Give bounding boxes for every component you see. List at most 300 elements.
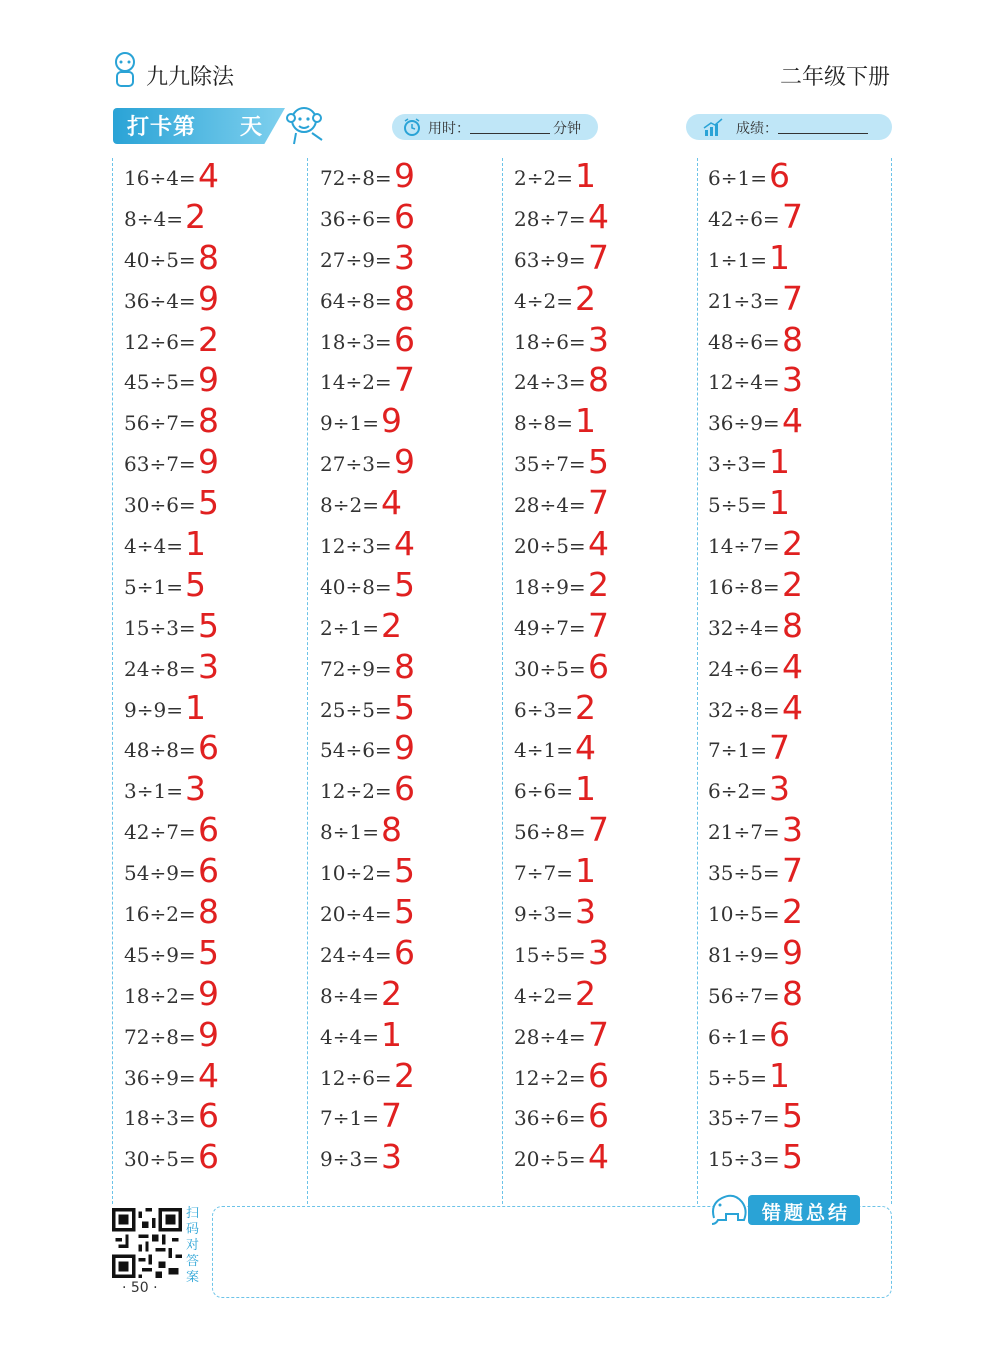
problem-row — [708, 769, 898, 814]
handwritten-answer[interactable]: 5 — [394, 564, 415, 604]
growth-chart-icon — [702, 116, 724, 138]
handwritten-answer[interactable]: 3 — [198, 646, 219, 686]
handwritten-answer[interactable]: 9 — [198, 973, 219, 1013]
handwritten-answer[interactable]: 5 — [185, 564, 206, 604]
handwritten-answer[interactable]: 2 — [185, 196, 206, 236]
problem-expression: 4÷4= — [124, 534, 183, 559]
problem-row — [320, 1096, 510, 1141]
problem-expression: 45÷5= — [124, 370, 196, 395]
handwritten-answer[interactable]: 3 — [394, 237, 415, 277]
handwritten-answer[interactable]: 7 — [588, 237, 609, 277]
problem-expression: 6÷1= — [708, 1024, 767, 1049]
handwritten-answer[interactable]: 3 — [588, 932, 609, 972]
problem-expression: 5÷1= — [124, 574, 183, 599]
problem-row — [708, 1055, 898, 1101]
problem-row — [514, 687, 704, 733]
problem-row — [320, 156, 510, 201]
handwritten-answer[interactable]: 4 — [782, 687, 803, 727]
problem-row — [708, 892, 898, 937]
handwritten-answer[interactable]: 6 — [198, 851, 219, 891]
problem-expression: 5÷5= — [708, 1065, 767, 1090]
handwritten-answer[interactable]: 6 — [588, 646, 609, 686]
problem-row — [708, 728, 898, 773]
handwritten-answer[interactable]: 2 — [575, 278, 596, 318]
handwritten-answer[interactable]: 3 — [575, 892, 596, 932]
problem-expression: 20÷5= — [514, 1147, 586, 1172]
problem-expression: 6÷6= — [514, 779, 573, 804]
problem-row — [124, 401, 314, 446]
handwritten-answer[interactable]: 9 — [394, 728, 415, 768]
handwritten-answer[interactable]: 6 — [588, 1096, 609, 1136]
handwritten-answer[interactable]: 1 — [575, 769, 596, 809]
problem-row — [708, 442, 898, 487]
problem-row — [514, 973, 704, 1019]
problem-row — [708, 1137, 898, 1182]
handwritten-answer[interactable]: 3 — [588, 319, 609, 359]
handwritten-answer[interactable]: 6 — [769, 156, 790, 195]
problem-row — [320, 646, 510, 692]
handwritten-answer[interactable]: 8 — [394, 278, 415, 318]
problem-expression: 56÷7= — [708, 983, 780, 1008]
problem-expression: 16÷2= — [124, 902, 196, 927]
problem-expression: 35÷5= — [708, 861, 780, 886]
problem-row — [320, 196, 510, 242]
problem-expression: 24÷4= — [320, 942, 392, 967]
handwritten-answer[interactable]: 7 — [782, 278, 803, 318]
problem-row — [320, 892, 510, 937]
handwritten-answer[interactable]: 9 — [198, 1014, 219, 1054]
problem-expression: 1÷1= — [708, 247, 767, 272]
problem-expression: 56÷8= — [514, 820, 586, 845]
problem-row — [708, 851, 898, 896]
problem-expression: 8÷1= — [320, 820, 379, 845]
page-number: · 50 · — [122, 1280, 158, 1296]
handwritten-answer[interactable]: 6 — [394, 932, 415, 972]
problem-row — [514, 1137, 704, 1182]
page-title: 九九除法 — [146, 65, 235, 90]
handwritten-answer[interactable]: 5 — [198, 605, 219, 645]
problem-row — [708, 524, 898, 569]
problem-row — [514, 442, 704, 487]
problem-expression: 14÷7= — [708, 534, 780, 559]
handwritten-answer[interactable]: 4 — [575, 728, 596, 768]
handwritten-answer[interactable]: 8 — [198, 892, 219, 932]
handwritten-answer[interactable]: 5 — [782, 1137, 803, 1177]
problem-expression: 14÷2= — [320, 370, 392, 395]
handwritten-answer[interactable]: 3 — [381, 1137, 402, 1177]
problem-row — [320, 564, 510, 610]
problem-expression: 15÷3= — [708, 1147, 780, 1172]
problem-expression: 48÷8= — [124, 738, 196, 763]
problem-expression: 6÷3= — [514, 697, 573, 722]
problem-row — [708, 605, 898, 651]
problem-row — [124, 1014, 314, 1060]
problem-expression: 30÷6= — [124, 493, 196, 518]
handwritten-answer[interactable]: 4 — [394, 524, 415, 564]
problem-row — [320, 524, 510, 569]
problem-expression: 40÷8= — [320, 574, 392, 599]
handwritten-answer[interactable]: 9 — [381, 401, 402, 441]
problem-row — [320, 810, 510, 855]
problem-expression: 36÷9= — [124, 1065, 196, 1090]
handwritten-answer[interactable]: 5 — [782, 1096, 803, 1136]
problem-expression: 27÷9= — [320, 247, 392, 272]
problem-row — [320, 973, 510, 1019]
problem-row — [320, 278, 510, 324]
handwritten-answer[interactable]: 3 — [769, 769, 790, 809]
handwritten-answer[interactable]: 2 — [782, 524, 803, 564]
handwritten-answer[interactable]: 5 — [588, 442, 609, 482]
problem-expression: 2÷1= — [320, 615, 379, 640]
problem-expression: 28÷4= — [514, 493, 586, 518]
problem-row — [320, 687, 510, 733]
handwritten-answer[interactable]: 5 — [198, 483, 219, 523]
problem-expression: 64÷8= — [320, 288, 392, 313]
problem-expression: 27÷3= — [320, 452, 392, 477]
problem-expression: 24÷3= — [514, 370, 586, 395]
handwritten-answer[interactable]: 4 — [782, 401, 803, 441]
handwritten-answer[interactable]: 9 — [198, 360, 219, 400]
boy-mascot-icon — [110, 50, 140, 90]
problem-expression: 4÷1= — [514, 738, 573, 763]
handwritten-answer[interactable]: 4 — [588, 196, 609, 236]
handwritten-answer[interactable]: 2 — [381, 973, 402, 1013]
problem-expression: 48÷6= — [708, 329, 780, 354]
problem-row — [514, 728, 704, 773]
problem-row — [320, 1014, 510, 1060]
problem-expression: 15÷3= — [124, 615, 196, 640]
time-label: 用时： — [428, 121, 470, 137]
problem-expression: 20÷5= — [514, 534, 586, 559]
problem-expression: 42÷7= — [124, 820, 196, 845]
problem-row — [124, 687, 314, 733]
handwritten-answer[interactable]: 8 — [782, 319, 803, 359]
problem-row — [124, 237, 314, 283]
problem-expression: 4÷2= — [514, 288, 573, 313]
problem-row — [708, 483, 898, 528]
handwritten-answer[interactable]: 2 — [394, 1055, 415, 1095]
problem-expression: 3÷1= — [124, 779, 183, 804]
mistake-summary-label: 错题总结 — [762, 1202, 851, 1224]
column-divider — [112, 158, 113, 1204]
problem-expression: 3÷3= — [708, 452, 767, 477]
problem-expression: 63÷7= — [124, 452, 196, 477]
problem-row — [514, 810, 704, 855]
problem-expression: 9÷3= — [514, 902, 573, 927]
handwritten-answer[interactable]: 3 — [782, 360, 803, 400]
problem-expression: 49÷7= — [514, 615, 586, 640]
handwritten-answer[interactable]: 6 — [394, 319, 415, 359]
problem-expression: 10÷2= — [320, 861, 392, 886]
handwritten-answer[interactable]: 2 — [588, 564, 609, 604]
handwritten-answer[interactable]: 2 — [782, 892, 803, 932]
handwritten-answer[interactable]: 1 — [381, 1014, 402, 1054]
problem-expression: 9÷1= — [320, 411, 379, 436]
checkin-label: 打卡第 — [127, 115, 197, 140]
handwritten-answer[interactable]: 1 — [769, 237, 790, 277]
problem-expression: 8÷4= — [320, 983, 379, 1008]
handwritten-answer[interactable]: 7 — [782, 196, 803, 236]
problem-row — [514, 156, 704, 201]
problem-row — [708, 196, 898, 242]
handwritten-answer[interactable]: 8 — [198, 401, 219, 441]
problem-expression: 45÷9= — [124, 942, 196, 967]
problem-expression: 28÷4= — [514, 1024, 586, 1049]
problem-row — [514, 360, 704, 405]
problem-row — [320, 1137, 510, 1182]
handwritten-answer[interactable]: 9 — [782, 932, 803, 972]
score-input-line[interactable] — [778, 133, 868, 134]
problem-expression: 6÷2= — [708, 779, 767, 804]
handwritten-answer[interactable]: 1 — [185, 524, 206, 564]
problem-row — [320, 1055, 510, 1101]
problem-expression: 15÷5= — [514, 942, 586, 967]
problem-row — [708, 687, 898, 733]
problem-expression: 7÷7= — [514, 861, 573, 886]
problem-row — [320, 932, 510, 978]
problem-row — [708, 319, 898, 365]
elephant-icon — [706, 1190, 752, 1226]
problem-expression: 36÷6= — [514, 1106, 586, 1131]
problem-expression: 12÷3= — [320, 534, 392, 559]
handwritten-answer[interactable]: 6 — [394, 196, 415, 236]
problem-expression: 8÷8= — [514, 411, 573, 436]
problem-expression: 40÷5= — [124, 247, 196, 272]
problem-row — [514, 237, 704, 283]
clock-icon — [402, 117, 422, 137]
handwritten-answer[interactable]: 6 — [198, 1096, 219, 1136]
problem-expression: 30÷5= — [124, 1147, 196, 1172]
problem-expression: 81÷9= — [708, 942, 780, 967]
problem-expression: 21÷7= — [708, 820, 780, 845]
problem-expression: 18÷6= — [514, 329, 586, 354]
handwritten-answer[interactable]: 2 — [782, 564, 803, 604]
handwritten-answer[interactable]: 8 — [588, 360, 609, 400]
problem-row — [320, 237, 510, 283]
problem-expression: 63÷9= — [514, 247, 586, 272]
problem-expression: 56÷7= — [124, 411, 196, 436]
score-label: 成绩： — [736, 121, 778, 137]
handwritten-answer[interactable]: 4 — [198, 156, 219, 195]
problem-row — [708, 932, 898, 978]
problem-row — [514, 605, 704, 651]
handwritten-answer[interactable]: 7 — [588, 1014, 609, 1054]
problem-row — [320, 401, 510, 446]
problem-row — [514, 932, 704, 978]
problem-expression: 21÷3= — [708, 288, 780, 313]
handwritten-answer[interactable]: 7 — [588, 810, 609, 850]
problem-expression: 36÷6= — [320, 206, 392, 231]
handwritten-answer[interactable]: 9 — [198, 442, 219, 482]
problem-row — [708, 237, 898, 283]
problem-expression: 54÷6= — [320, 738, 392, 763]
problem-row — [708, 401, 898, 446]
problem-expression: 10÷5= — [708, 902, 780, 927]
problem-column-3 — [514, 156, 704, 1182]
handwritten-answer[interactable]: 9 — [198, 278, 219, 318]
problem-row — [514, 769, 704, 814]
handwritten-answer[interactable]: 8 — [782, 605, 803, 645]
problem-row — [514, 1055, 704, 1101]
handwritten-answer[interactable]: 9 — [394, 156, 415, 195]
problem-row — [124, 483, 314, 528]
problem-expression: 30÷5= — [514, 656, 586, 681]
problem-expression: 35÷7= — [514, 452, 586, 477]
checkin-day-unit: 天 — [240, 115, 263, 140]
problem-row — [124, 646, 314, 692]
handwritten-answer[interactable]: 8 — [782, 973, 803, 1013]
qr-caption: 扫码对答案 — [186, 1206, 200, 1285]
handwritten-answer[interactable]: 2 — [198, 319, 219, 359]
qr-code[interactable] — [112, 1208, 182, 1278]
handwritten-answer[interactable]: 2 — [575, 687, 596, 727]
problem-expression: 72÷9= — [320, 656, 392, 681]
handwritten-answer[interactable]: 6 — [198, 810, 219, 850]
handwritten-answer[interactable]: 5 — [394, 687, 415, 727]
problem-expression: 72÷8= — [320, 166, 392, 190]
problem-row — [124, 605, 314, 651]
handwritten-answer[interactable]: 7 — [381, 1096, 402, 1136]
problem-row — [124, 1055, 314, 1101]
handwritten-answer[interactable]: 1 — [769, 483, 790, 523]
problem-expression: 18÷3= — [320, 329, 392, 354]
handwritten-answer[interactable]: 1 — [575, 401, 596, 441]
problem-row — [124, 278, 314, 324]
handwritten-answer[interactable]: 4 — [782, 646, 803, 686]
problem-row — [124, 892, 314, 937]
problem-expression: 12÷6= — [124, 329, 196, 354]
handwritten-answer[interactable]: 1 — [769, 1055, 790, 1095]
problem-row — [124, 973, 314, 1019]
problem-row — [708, 973, 898, 1019]
problem-expression: 8÷4= — [124, 206, 183, 231]
problem-expression: 42÷6= — [708, 206, 780, 231]
handwritten-answer[interactable]: 1 — [185, 687, 206, 727]
problem-expression: 18÷3= — [124, 1106, 196, 1131]
problem-row — [708, 646, 898, 692]
problem-row — [708, 1014, 898, 1060]
handwritten-answer[interactable]: 6 — [769, 1014, 790, 1054]
handwritten-answer[interactable]: 4 — [198, 1055, 219, 1095]
problem-row — [320, 442, 510, 487]
problem-expression: 12÷4= — [708, 370, 780, 395]
handwritten-answer[interactable]: 7 — [588, 483, 609, 523]
handwritten-answer[interactable]: 7 — [394, 360, 415, 400]
handwritten-answer[interactable]: 5 — [394, 892, 415, 932]
problem-expression: 8÷2= — [320, 493, 379, 518]
problem-row — [320, 319, 510, 365]
problem-row — [514, 278, 704, 324]
handwritten-answer[interactable]: 3 — [185, 769, 206, 809]
problem-expression: 18÷2= — [124, 983, 196, 1008]
handwritten-answer[interactable]: 7 — [782, 851, 803, 891]
time-unit: 分钟 — [553, 121, 581, 137]
problem-row — [124, 932, 314, 978]
handwritten-answer[interactable]: 8 — [198, 237, 219, 277]
problem-row — [124, 1137, 314, 1182]
problem-row — [514, 483, 704, 528]
handwritten-answer[interactable]: 2 — [381, 605, 402, 645]
problem-row — [124, 851, 314, 896]
problem-expression: 4÷2= — [514, 983, 573, 1008]
handwritten-answer[interactable]: 4 — [381, 483, 402, 523]
problem-expression: 32÷8= — [708, 697, 780, 722]
handwritten-answer[interactable]: 6 — [198, 728, 219, 768]
problem-expression: 12÷6= — [320, 1065, 392, 1090]
handwritten-answer[interactable]: 4 — [588, 524, 609, 564]
handwritten-answer[interactable]: 7 — [588, 605, 609, 645]
handwritten-answer[interactable]: 8 — [394, 646, 415, 686]
problem-expression: 36÷9= — [708, 411, 780, 436]
problem-expression: 72÷8= — [124, 1024, 196, 1049]
problem-expression: 5÷5= — [708, 493, 767, 518]
problem-row — [320, 360, 510, 405]
problem-expression: 2÷2= — [514, 166, 573, 190]
problem-expression: 20÷4= — [320, 902, 392, 927]
problem-row — [514, 1014, 704, 1060]
problem-row — [320, 605, 510, 651]
problem-row — [124, 319, 314, 365]
problem-row — [514, 892, 704, 937]
problem-row — [514, 1096, 704, 1141]
handwritten-answer[interactable]: 5 — [198, 932, 219, 972]
problem-expression: 7÷1= — [708, 738, 767, 763]
problem-row — [124, 196, 314, 242]
problem-row — [708, 156, 898, 201]
problem-row — [514, 851, 704, 896]
handwritten-answer[interactable]: 1 — [769, 442, 790, 482]
problem-expression: 4÷4= — [320, 1024, 379, 1049]
handwritten-answer[interactable]: 9 — [394, 442, 415, 482]
problem-row — [708, 564, 898, 610]
problem-row — [124, 810, 314, 855]
handwritten-answer[interactable]: 6 — [198, 1137, 219, 1177]
problem-expression: 18÷9= — [514, 574, 586, 599]
monkey-mascot-icon — [282, 100, 330, 148]
problem-row — [514, 646, 704, 692]
problem-row — [124, 564, 314, 610]
problem-row — [124, 442, 314, 487]
problem-row — [320, 851, 510, 896]
problem-expression: 12÷2= — [320, 779, 392, 804]
problem-row — [514, 196, 704, 242]
problem-row — [124, 360, 314, 405]
handwritten-answer[interactable]: 3 — [782, 810, 803, 850]
handwritten-answer[interactable]: 4 — [588, 1137, 609, 1177]
problem-row — [514, 319, 704, 365]
problem-row — [514, 524, 704, 569]
handwritten-answer[interactable]: 1 — [575, 156, 596, 195]
handwritten-answer[interactable]: 1 — [575, 851, 596, 891]
problem-expression: 36÷4= — [124, 288, 196, 313]
problem-expression: 7÷1= — [320, 1106, 379, 1131]
handwritten-answer[interactable]: 7 — [769, 728, 790, 768]
handwritten-answer[interactable]: 8 — [381, 810, 402, 850]
handwritten-answer[interactable]: 6 — [394, 769, 415, 809]
problem-expression: 9÷3= — [320, 1147, 379, 1172]
problem-expression: 16÷4= — [124, 166, 196, 190]
time-input-line[interactable] — [470, 133, 550, 134]
problem-row — [124, 769, 314, 814]
problem-row — [708, 810, 898, 855]
problem-row — [124, 524, 314, 569]
handwritten-answer[interactable]: 5 — [394, 851, 415, 891]
problem-expression: 16÷8= — [708, 574, 780, 599]
handwritten-answer[interactable]: 2 — [575, 973, 596, 1013]
problem-expression: 28÷7= — [514, 206, 586, 231]
problem-expression: 25÷5= — [320, 697, 392, 722]
handwritten-answer[interactable]: 6 — [588, 1055, 609, 1095]
